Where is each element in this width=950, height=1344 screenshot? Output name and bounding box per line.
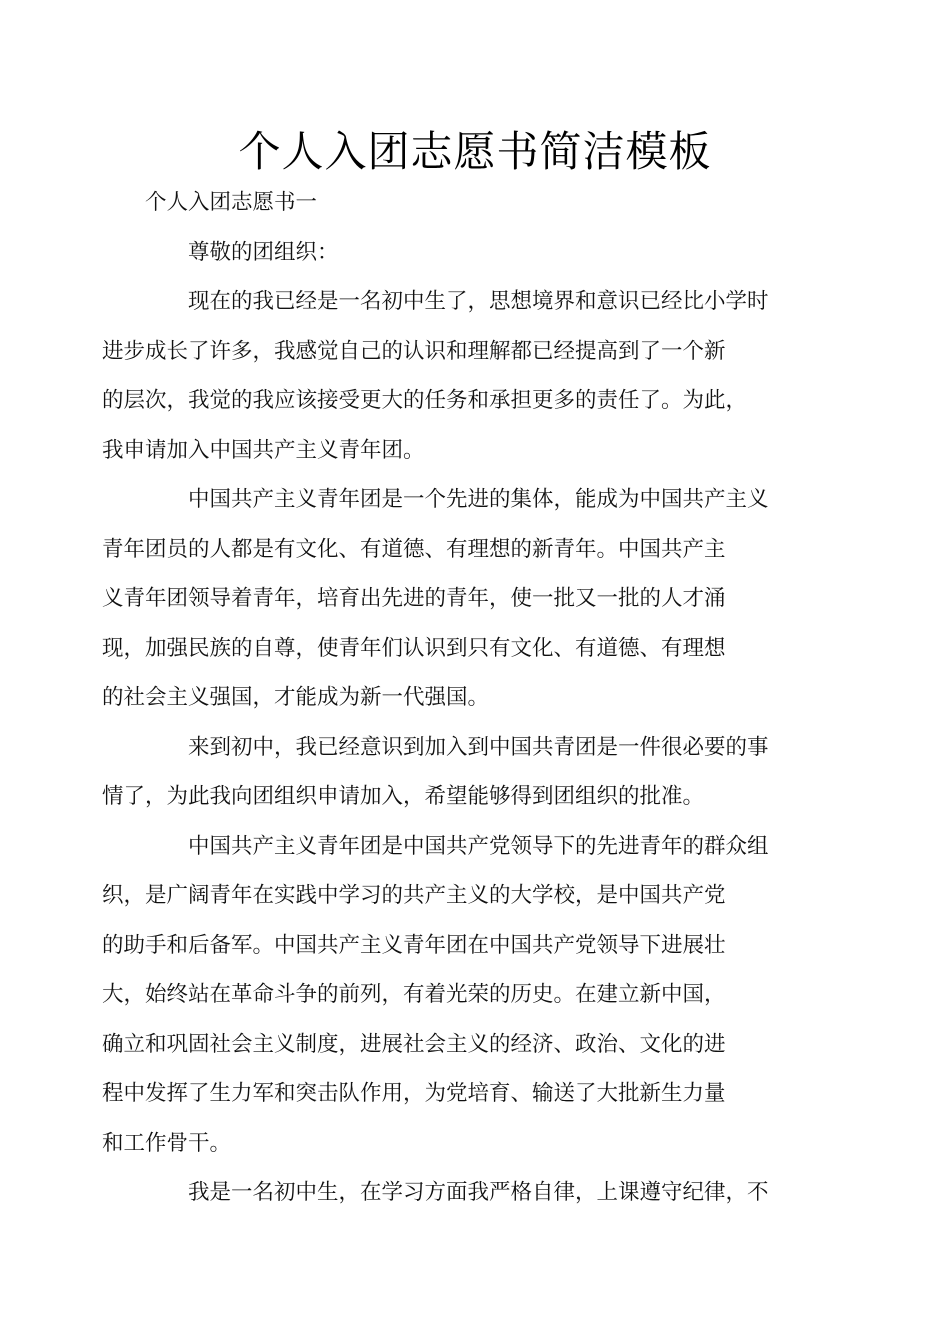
paragraph-line: 大，始终站在革命斗争的前列，有着光荣的历史。在建立新中国， xyxy=(102,982,726,1007)
paragraph-line: 我是一名初中生，在学习方面我严格自律，上课遵守纪律，不 xyxy=(188,1180,769,1205)
paragraph-line: 和工作骨干。 xyxy=(102,1130,232,1156)
paragraph-line: 的层次，我觉的我应该接受更大的任务和承担更多的责任了。为此， xyxy=(102,388,748,413)
salutation: 尊敬的团组织： xyxy=(188,239,339,265)
paragraph-line: 现在的我已经是一名初中生了，思想境界和意识已经比小学时 xyxy=(188,289,769,314)
paragraph-line: 情了，为此我向团组织申请加入，希望能够得到团组织的批准。 xyxy=(102,784,705,809)
paragraph-line: 进步成长了许多，我感觉自己的认识和理解都已经提高到了一个新 xyxy=(102,338,726,364)
paragraph-3 xyxy=(102,723,815,822)
paragraph-line: 中国共产主义青年团是一个先进的集体，能成为中国共产主义 xyxy=(188,487,769,512)
paragraph-line: 的社会主义强国，才能成为新一代强国。 xyxy=(102,685,490,710)
paragraph-line: 青年团员的人都是有文化、有道德、有理想的新青年。中国共产主 xyxy=(102,536,726,562)
paragraph-line: 义青年团领导着青年，培育出先进的青年，使一批又一批的人才涌 xyxy=(102,586,726,611)
paragraph-line: 确立和巩固社会主义制度，进展社会主义的经济、政治、文化的进 xyxy=(102,1031,726,1057)
paragraph-line: 织，是广阔青年在实践中学习的共产主义的大学校，是中国共产党 xyxy=(102,883,726,908)
paragraph-line: 程中发挥了生力军和突击队作用，为党培育、输送了大批新生力量 xyxy=(102,1081,726,1106)
paragraph-2 xyxy=(102,475,815,723)
document-title: 个人入团志愿书简洁模板 xyxy=(238,127,712,176)
document-body xyxy=(102,178,815,1218)
paragraph-1 xyxy=(102,277,815,475)
paragraph-4 xyxy=(102,822,815,1169)
paragraph-5 xyxy=(145,1168,815,1218)
document-subheading: 个人入团志愿书一 xyxy=(145,190,318,215)
paragraph-line: 我申请加入中国共产主义青年团。 xyxy=(102,437,425,463)
paragraph-line: 中国共产主义青年团是中国共产党领导下的先进青年的群众组 xyxy=(188,833,769,859)
paragraph-line: 的助手和后备军。中国共产主义青年团在中国共产党领导下进展壮 xyxy=(102,932,726,958)
paragraph-line: 现，加强民族的自尊，使青年们认识到只有文化、有道德、有理想 xyxy=(102,635,726,661)
paragraph-line: 来到初中，我已经意识到加入到中国共青团是一件很必要的事 xyxy=(188,734,769,760)
